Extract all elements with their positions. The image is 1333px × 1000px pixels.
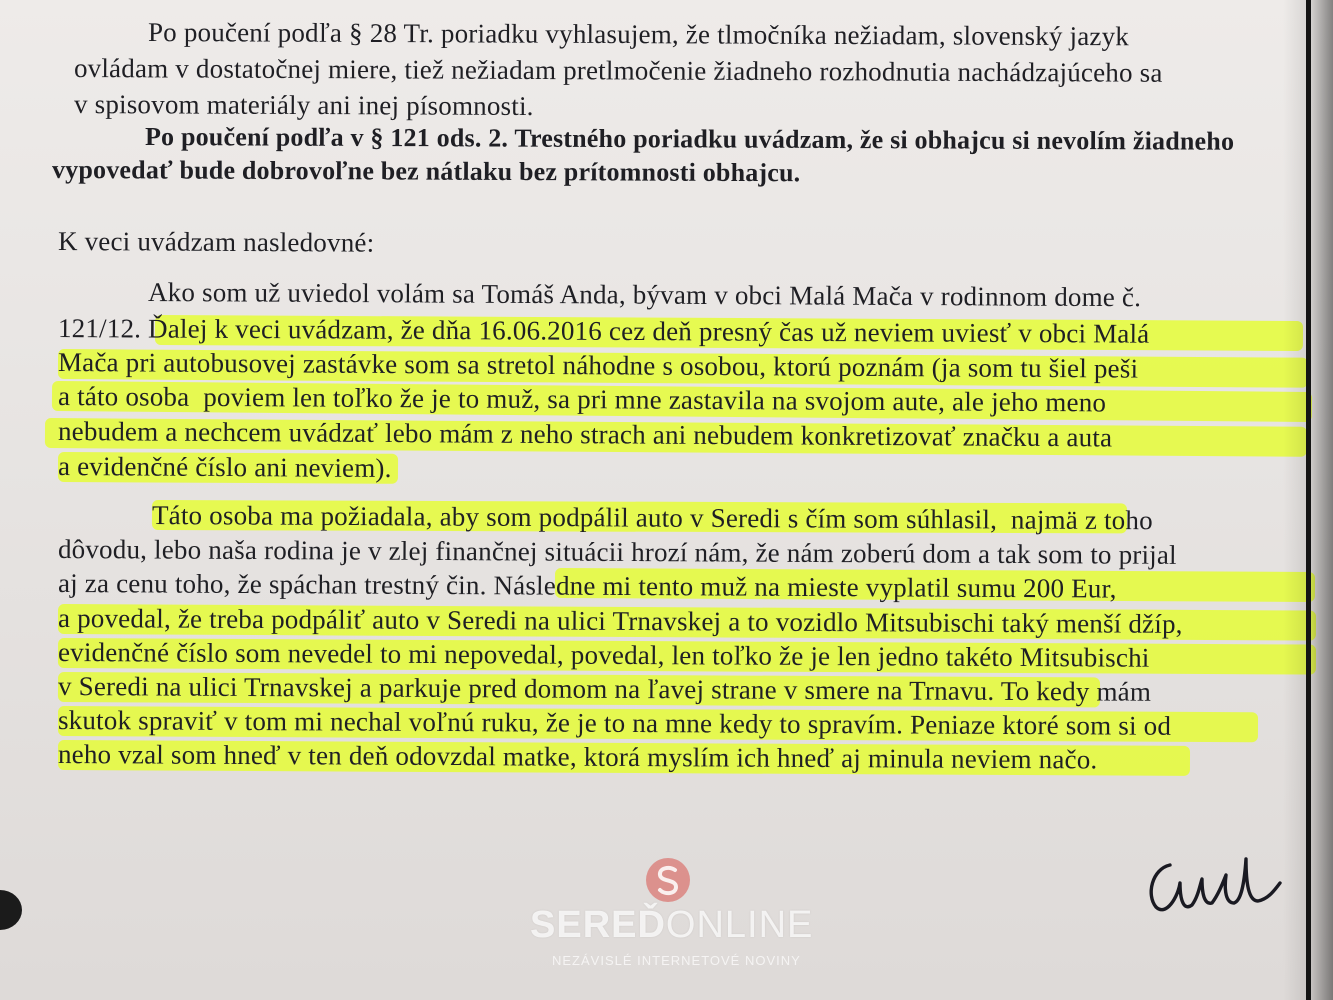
text-line: 121/12. Ďalej k veci uvádzam, že dňa 16.06.2016 cez deň presný čas už neviem uviesť v obci Malá [57, 313, 1150, 349]
text-line: evidenčné číslo som nevedel to mi nepovedal, povedal, len toľko že je len jedno takéto Mitsubischi [57, 637, 1150, 673]
text-line-bold: Po poučení podľa v § 121 ods. 2. Trestného poriadku uvádzam, že si obhajcu si nevolím žiadneho [144, 122, 1235, 156]
page-edge-line [1306, 0, 1311, 1000]
text-line: Mača pri autobusovej zastávke som sa stretol náhodne s osobou, ktorú poznám (ja som tu šiel peši [57, 347, 1139, 384]
text-line: v Seredi na ulici Trnavskej a parkuje pred domom na ľavej strane v smere na Trnavu. To kedy mám [57, 671, 1152, 707]
text-line: v spisovom materiály ani inej písomnosti. [73, 89, 534, 122]
text-line: ovládam v dostatočnej miere, tiež nežiadam pretlmočenie žiadneho rozhodnutia nachádzajúceho sa [73, 53, 1163, 88]
text-line: a táto osoba poviem len toľko že je to muž, sa pri mne zastavila na svojom aute, ale jeho meno [57, 381, 1107, 418]
watermark-subtitle: NEZÁVISLÉ INTERNETOVÉ NOVINY [552, 953, 801, 968]
punch-hole [0, 890, 22, 930]
text-line: skutok spraviť v tom mi nechal voľnú ruku, že je to na mne kedy to spravím. Peniaze ktoré som si od [57, 705, 1172, 741]
text-line: neho vzal som hneď v ten deň odovzdal matke, ktorá myslím ich hneď aj minula neviem načo. [57, 739, 1098, 775]
watermark-title-bold: SEREĎ [530, 904, 666, 946]
text-line: dôvodu, lebo naša rodina je v zlej finančnej situácii hrozí nám, že nám zoberú dom a tak som to prijal [57, 534, 1177, 570]
text-line: nebudem a nechcem uvádzať lebo mám z neho strach ani nebudem konkretizovať značku a auta [57, 416, 1113, 453]
text-line: a evidenčné číslo ani neviem). [57, 451, 392, 484]
text-line: aj za cenu toho, že spáchan trestný čin. Následne mi tento muž na mieste vyplatil sumu 200 Eur, [57, 568, 1117, 604]
text-line-bold: vypovedať bude dobrovoľne bez nátlaku bez prítomnosti obhajcu. [51, 155, 801, 188]
text-line: Táto osoba ma požiadala, aby som podpálil auto v Seredi s čím som súhlasil, najmä z toho [151, 500, 1153, 536]
text-line: Ako som už uviedol volám sa Tomáš Anda, bývam v obci Malá Mača v rodinnom dome č. [147, 277, 1142, 313]
handwritten-signature [1140, 845, 1290, 925]
watermark-title [530, 900, 814, 950]
watermark-logo-icon [643, 855, 693, 905]
text-line: a povedal, že treba podpáliť auto v Seredi na ulici Trnavskej a to vozidlo Mitsubischi taký menší džíp, [57, 603, 1183, 639]
text-line: K veci uvádzam nasledovné: [57, 226, 375, 258]
text-line: Po poučení podľa § 28 Tr. poriadku vyhlasujem, že tlmočníka nežiadam, slovenský jazyk [147, 17, 1130, 52]
watermark-title-light: ONLINE [665, 904, 814, 946]
